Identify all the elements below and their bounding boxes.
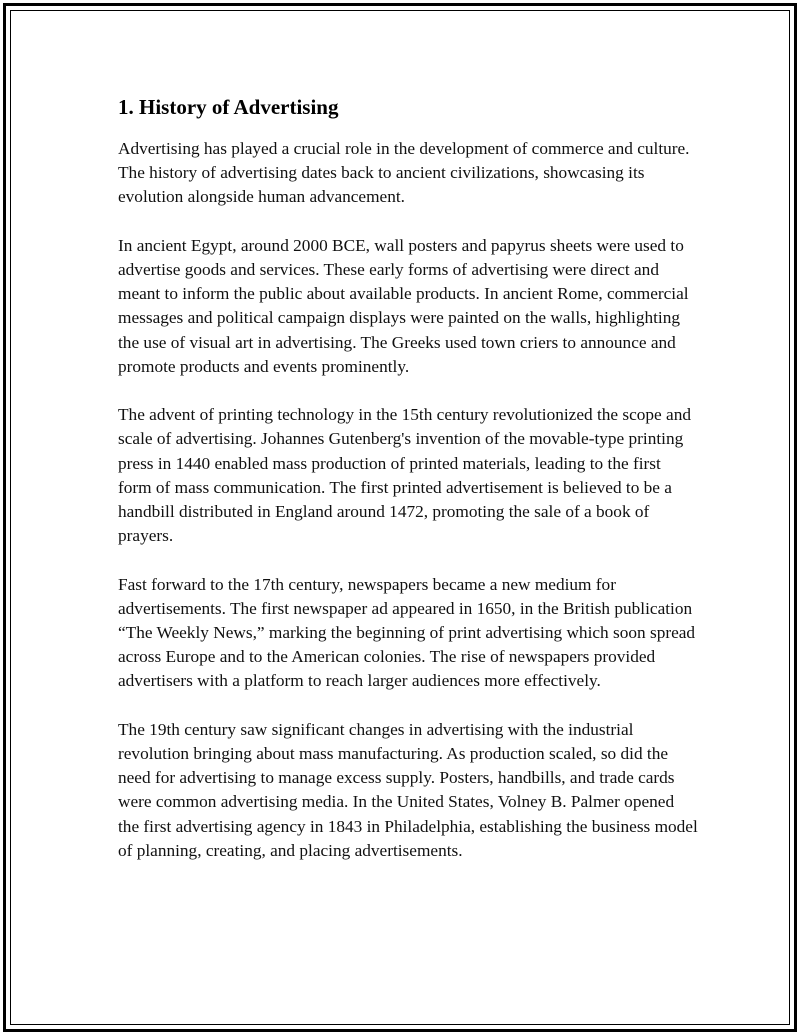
paragraph-introduction: Advertising has played a crucial role in the development of commerce and culture. The history of advertising dates back to ancient civilizations, showcasing its evolution alongside human advancement. [118, 139, 690, 207]
document-body [118, 93, 698, 887]
section-heading: 1. History of Advertising [118, 95, 339, 119]
paragraph-printing-press: The advent of printing technology in the 15th century revolutionized the scope and scale of advertising. Johannes Gutenberg's invention of the movable-type printing press in 1440 enabled mass production of printed materials, leading to the first form of mass communication. The first printed advertisement is believed to be a handbill distributed in England around 1472, promoting the sale of a book of prayers. [118, 405, 691, 546]
paragraph-ancient-civilizations: In ancient Egypt, around 2000 BCE, wall posters and papyrus sheets were used to advertise goods and services. These early forms of advertising were direct and meant to inform the public about available products. In ancient Rome, commercial messages and political campaign displays were painted on the walls, highlighting the use of visual art in advertising. The Greeks used town criers to announce and promote products and events prominently. [118, 235, 689, 376]
paragraph-industrial-revolution: The 19th century saw significant changes in advertising with the industrial revolution bringing about mass manufacturing. As production scaled, so did the need for advertising to manage excess supply. Posters, handbills, and trade cards were common advertising media. In the United States, Volney B. Palmer opened the first advertising agency in 1843 in Philadelphia, establishing the business model of planning, creating, and placing advertisements. [118, 719, 698, 860]
paragraph-newspapers: Fast forward to the 17th century, newspapers became a new medium for advertisements. The first newspaper ad appeared in 1650, in the British publication “The Weekly News,” marking the beginning of print advertising which soon spread across Europe and to the American colonies. The rise of newspapers provided advertisers with a platform to reach larger audiences more effectively. [118, 574, 696, 691]
